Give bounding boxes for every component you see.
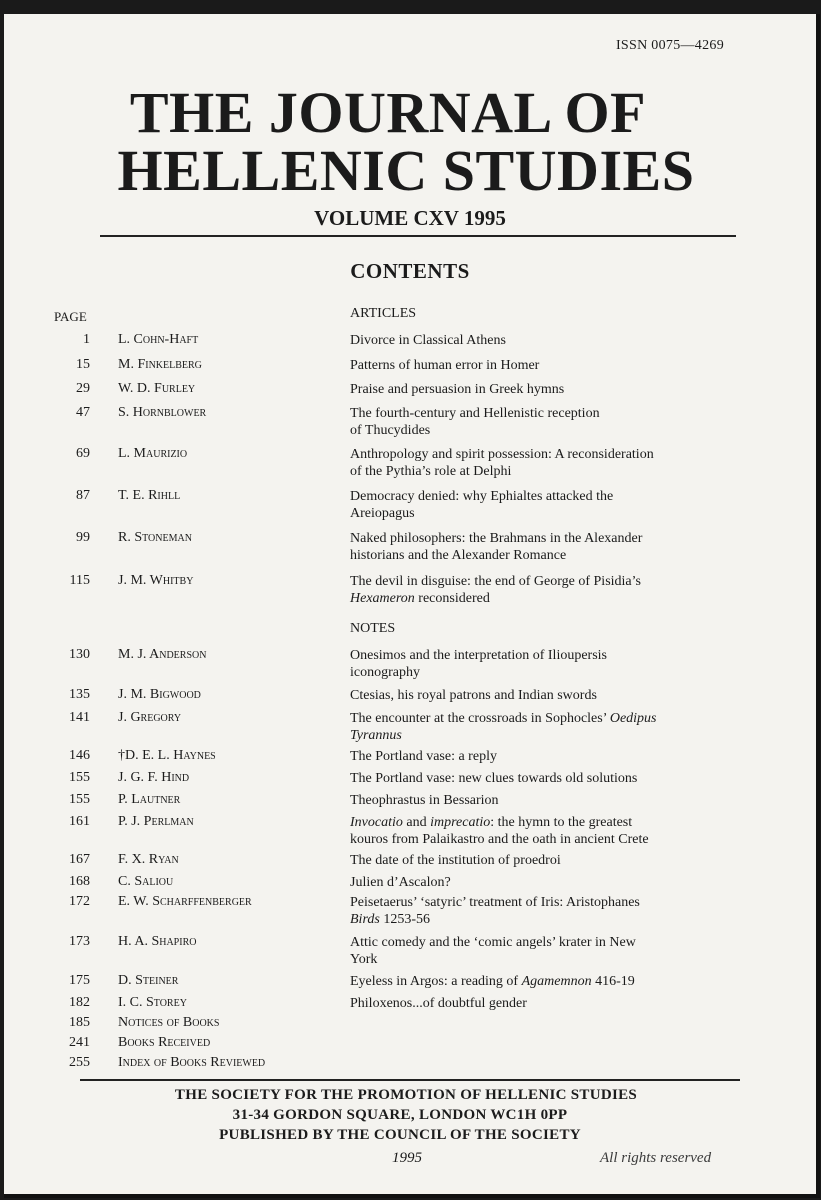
entry-author: T. E. Rihll (118, 488, 181, 503)
bottom-divider (80, 1079, 740, 1081)
entry-title: Philoxenos...of doubtful gender (350, 996, 527, 1011)
entry-section-label: Notices of Books (118, 1015, 220, 1030)
entry-author: D. Steiner (118, 973, 179, 988)
entry-title: Patterns of human error in Homer (350, 358, 540, 373)
entry-author: S. Hornblower (118, 405, 207, 420)
publisher-note: PUBLISHED BY THE COUNCIL OF THE SOCIETY (219, 1127, 581, 1143)
entry-author: F. X. Ryan (118, 852, 179, 867)
entry-title: The date of the institution of proedroi (350, 853, 561, 868)
entry-page: 69 (76, 446, 90, 461)
entry-page: 255 (69, 1055, 90, 1070)
entry-author: J. M. Bigwood (118, 687, 201, 702)
entry-author: M. Finkelberg (118, 357, 202, 372)
entry-page: 87 (76, 488, 90, 503)
journal-title-line-1: THE JOURNAL OF (129, 80, 647, 145)
entry-page: 168 (69, 874, 90, 889)
entry-page: 241 (69, 1035, 90, 1050)
entry-author: H. A. Shapiro (118, 934, 197, 949)
journal-cover (4, 14, 820, 1198)
entry-page: 175 (69, 973, 90, 988)
entry-page: 185 (69, 1015, 90, 1030)
entry-page: 141 (69, 710, 90, 725)
entry-author: P. Lautner (118, 792, 181, 807)
entry-page: 182 (69, 995, 90, 1010)
entry-page: 167 (69, 852, 90, 867)
entry-author: I. C. Storey (118, 995, 187, 1010)
entry-title: Theophrastus in Bessarion (350, 793, 499, 808)
entry-title: Invocatio and imprecatio: the hymn to the greatest kouros from Palaikastro and the oath in ancient Crete (350, 815, 649, 847)
notes-section-heading: NOTES (350, 621, 396, 636)
entry-page: 47 (76, 405, 90, 420)
page-column-label: PAGE (54, 309, 87, 324)
top-divider (100, 235, 736, 237)
entry-section-label: Books Received (118, 1035, 211, 1050)
entry-title: Democracy denied: why Ephialtes attacked the Areiopagus (350, 489, 614, 521)
issn: ISSN 0075—4269 (615, 38, 724, 53)
rights-notice: All rights reserved (600, 1150, 712, 1166)
entry-title: Attic comedy and the ‘comic angels’ krater in New York (350, 935, 636, 967)
journal-title-line-2: HELLENIC STUDIES (117, 138, 695, 203)
entry-title: Ctesias, his royal patrons and Indian swords (350, 688, 597, 703)
entry-title: Julien d’Ascalon? (350, 875, 451, 890)
entry-title: The fourth-century and Hellenistic reception of Thucydides (350, 406, 600, 438)
entry-title: The devil in disguise: the end of George of Pisidia’s Hexameron reconsidered (350, 574, 641, 606)
articles-section-heading: ARTICLES (350, 306, 417, 321)
entry-page: 130 (69, 647, 90, 662)
entry-page: 172 (69, 894, 90, 909)
entry-title: Onesimos and the interpretation of Ilioupersis iconography (350, 648, 607, 680)
entry-title: Anthropology and spirit possession: A reconsideration of the Pythia’s role at Delphi (350, 447, 654, 479)
entry-author: M. J. Anderson (118, 647, 207, 662)
volume-label: VOLUME CXV 1995 (314, 206, 506, 230)
entry-author: J. Gregory (118, 710, 182, 725)
entry-title: Naked philosophers: the Brahmans in the Alexander historians and the Alexander Romance (350, 531, 643, 563)
entry-page: 99 (76, 530, 90, 545)
entry-author: J. G. F. Hind (118, 770, 190, 785)
publisher-name: THE SOCIETY FOR THE PROMOTION OF HELLENIC STUDIES (174, 1087, 638, 1103)
entry-author: P. J. Perlman (118, 814, 194, 829)
entry-author: C. Saliou (118, 874, 174, 889)
entry-title: Divorce in Classical Athens (350, 333, 506, 348)
publisher-address: 31-34 GORDON SQUARE, LONDON WC1H 0PP (232, 1107, 568, 1123)
entry-title: Eyeless in Argos: a reading of Agamemnon 416-19 (350, 974, 635, 989)
entry-author: E. W. Scharffenberger (118, 894, 252, 909)
entry-title: The Portland vase: a reply (350, 749, 497, 764)
entry-author: L. Cohn-Haft (118, 332, 199, 347)
entry-page: 1 (83, 332, 90, 347)
entry-page: 173 (69, 934, 90, 949)
entry-author: R. Stoneman (118, 530, 192, 545)
entry-author: L. Maurizio (118, 446, 188, 461)
entry-title: Peisetaerus’ ‘satyric’ treatment of Iris: Aristophanes Birds 1253-56 (350, 895, 640, 927)
entry-title: The encounter at the crossroads in Sophocles’ Oedipus Tyrannus (350, 711, 657, 743)
entry-page: 15 (76, 357, 90, 372)
entry-page: 155 (69, 770, 90, 785)
entry-title: The Portland vase: new clues towards old solutions (350, 771, 638, 786)
contents-heading: CONTENTS (350, 259, 470, 283)
entry-page: 29 (76, 381, 90, 396)
entry-author: †D. E. L. Haynes (118, 748, 216, 763)
entry-author: J. M. Whitby (118, 573, 194, 588)
entry-section-label: Index of Books Reviewed (118, 1055, 266, 1070)
entry-page: 146 (69, 748, 90, 763)
entry-author: W. D. Furley (118, 381, 196, 396)
entry-title: Praise and persuasion in Greek hymns (350, 382, 565, 397)
entry-page: 161 (69, 814, 90, 829)
entry-page: 135 (69, 687, 90, 702)
entry-page: 155 (69, 792, 90, 807)
publication-year: 1995 (392, 1150, 422, 1166)
entry-page: 115 (69, 573, 90, 588)
